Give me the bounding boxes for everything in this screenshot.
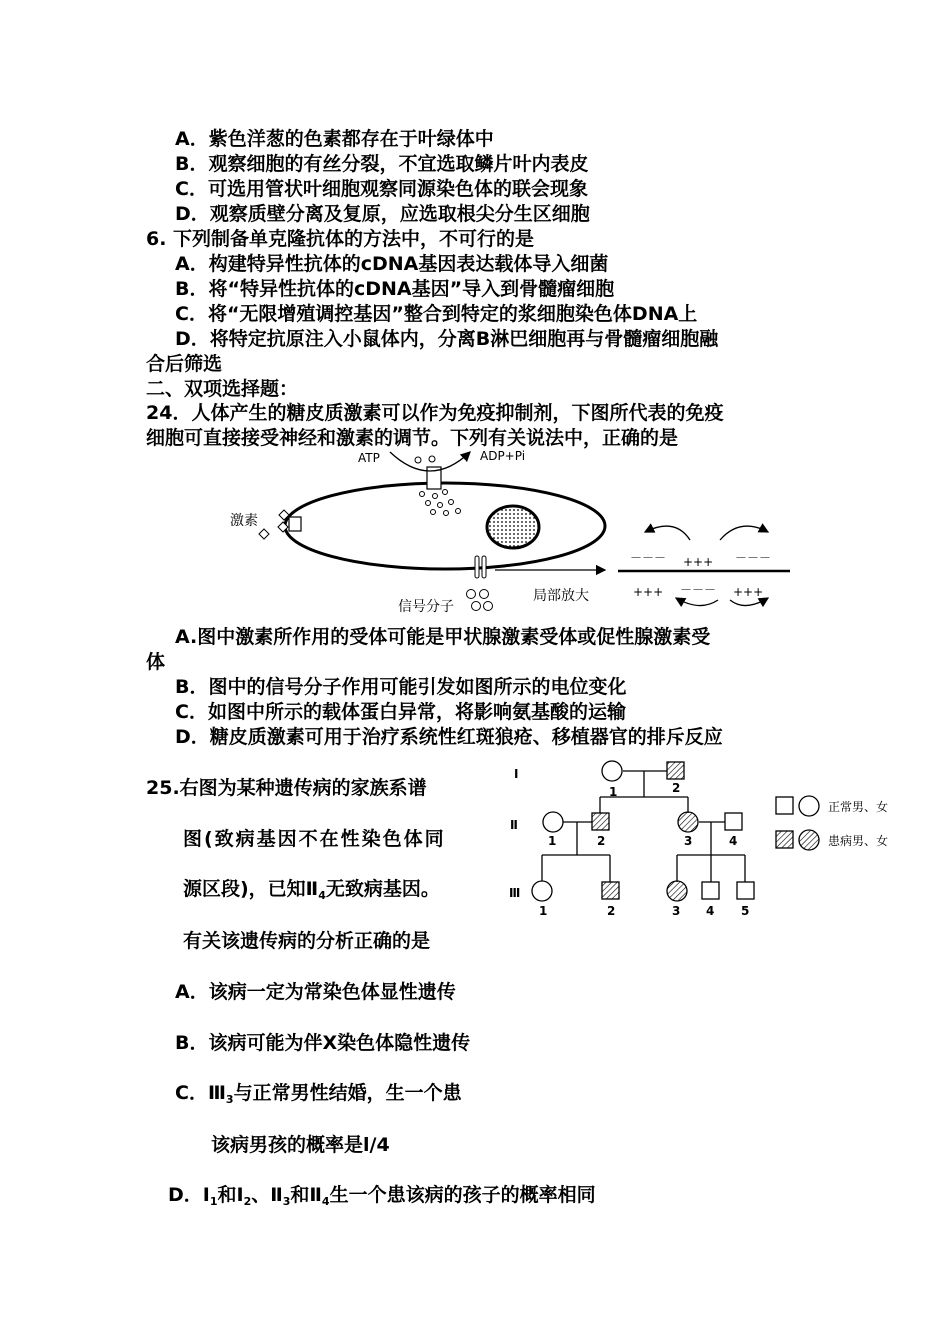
gen2-num-1: 1	[548, 834, 557, 848]
gen1-female-normal	[602, 761, 622, 781]
gen2-male-affected	[592, 813, 609, 830]
gen3-female-normal	[532, 881, 552, 901]
legend-affected-female	[799, 830, 819, 850]
q25-option-c-cont: 该病男孩的概率是l/4	[211, 1134, 390, 1156]
section-heading: 二、双项选择题：	[146, 378, 299, 400]
q5-option-d: D．观察质壁分离及复原，应选取根尖分生区细胞	[175, 203, 590, 225]
gen-label-3: Ⅲ	[509, 886, 521, 900]
gen1-num-2: 2	[672, 781, 681, 795]
q6-option-a: A．构建特异性抗体的cDNA基因表达载体导入细菌	[175, 253, 609, 275]
q6-option-d-cont: 合后筛选	[146, 353, 223, 375]
q6-option-b: B．将“特异性抗体的cDNA基因”导入到骨髓瘤细胞	[175, 278, 615, 300]
label-adp: ADP+Pi	[480, 449, 526, 463]
gen3-num-2: 2	[607, 904, 616, 918]
gen2-female-affected	[678, 812, 698, 832]
q24-option-c: C．如图中所示的载体蛋白异常，将影响氨基酸的运输	[175, 701, 626, 723]
q24-option-a: A.图中激素所作用的受体可能是甲状腺激素受体或促性腺激素受	[175, 626, 711, 648]
gen1-male-affected	[667, 762, 684, 779]
q6-stem: 6. 下列制备单克隆抗体的方法中，不可行的是	[146, 228, 535, 250]
gen-label-1: I	[514, 767, 519, 781]
legend-affected-male	[776, 831, 793, 848]
gen3-num-5: 5	[741, 904, 750, 918]
q24-stem-line2: 细胞可直接接受神经和激素的调节。下列有关说法中，正确的是	[146, 427, 679, 449]
gen2-female-normal	[543, 812, 563, 832]
label-signal: 信号分子	[398, 599, 454, 615]
gen2-num-2: 2	[597, 834, 606, 848]
legend-normal-female	[799, 796, 819, 816]
gen2-num-4: 4	[729, 834, 738, 848]
gen3-male-normal-5	[737, 882, 754, 899]
gen3-female-affected	[667, 881, 687, 901]
gen3-male-affected	[602, 882, 619, 899]
q5-option-a: A．紫色洋葱的色素都存在于叶绿体中	[175, 128, 494, 150]
gen3-male-normal-4	[702, 882, 719, 899]
q25-option-a: A．该病一定为常染色体显性遗传	[175, 981, 456, 1003]
gen3-num-4: 4	[706, 904, 715, 918]
q25-option-d: D．$Ⅰ_1$和$Ⅰ_2$、$Ⅱ_3$和$Ⅱ_4$生一个患该病的孩子的概率相同	[168, 1184, 596, 1208]
gen2-male-normal	[725, 813, 742, 830]
gen2-num-3: 3	[684, 834, 693, 848]
q24-option-a-cont: 体	[146, 651, 166, 673]
legend-affected-label: 患病男、女	[828, 834, 889, 848]
q5-option-c: C．可选用管状叶细胞观察同源染色体的联会现象	[175, 178, 588, 200]
label-hormone: 激素	[230, 513, 258, 529]
label-magnify: 局部放大	[533, 588, 589, 604]
charge-bottom-1: +++	[633, 585, 664, 599]
q25-option-b: B．该病可能为伴X染色体隐性遗传	[175, 1032, 471, 1054]
gen3-num-3: 3	[672, 904, 681, 918]
q25-stem-line2: 图(致病基因不在性染色体同	[183, 828, 446, 850]
gen1-num-1: 1	[609, 785, 618, 799]
q24-option-b: B．图中的信号分子作用可能引发如图所示的电位变化	[175, 676, 627, 698]
charge-top-3: －－－	[735, 551, 772, 565]
q25-stem-line4: 有关该遗传病的分析正确的是	[183, 930, 431, 952]
q24-stem-line1: 24．人体产生的糖皮质激素可以作为免疫抑制剂，下图所代表的免疫	[146, 402, 724, 424]
gen-label-2: Ⅱ	[510, 818, 518, 832]
charge-bottom-2: －－－	[680, 583, 717, 597]
legend-normal-label: 正常男、女	[828, 800, 889, 814]
charge-bottom-3: +++	[733, 585, 764, 599]
q25-option-c: C．$Ⅲ_3$与正常男性结婚，生一个患	[175, 1082, 462, 1106]
charge-top-1: －－－	[630, 551, 667, 565]
charge-top-2: +++	[683, 555, 714, 569]
gen3-num-1: 1	[539, 904, 548, 918]
q25-stem-line3: 源区段)，已知$Ⅱ_4$无致病基因。	[183, 878, 440, 902]
label-atp: ATP	[358, 451, 380, 465]
q5-option-b: B．观察细胞的有丝分裂，不宜选取鳞片叶内表皮	[175, 153, 589, 175]
q6-option-d: D．将特定抗原注入小鼠体内，分离B淋巴细胞再与骨髓瘤细胞融	[175, 328, 719, 350]
q6-option-c: C．将“无限增殖调控基因”整合到特定的浆细胞染色体DNA上	[175, 303, 698, 325]
q24-option-d: D．糖皮质激素可用于治疗系统性红斑狼疮、移植器官的排斥反应	[175, 726, 723, 748]
legend-normal-male	[776, 797, 793, 814]
q25-stem-line1: 25.右图为某种遗传病的家族系谱	[146, 777, 427, 799]
